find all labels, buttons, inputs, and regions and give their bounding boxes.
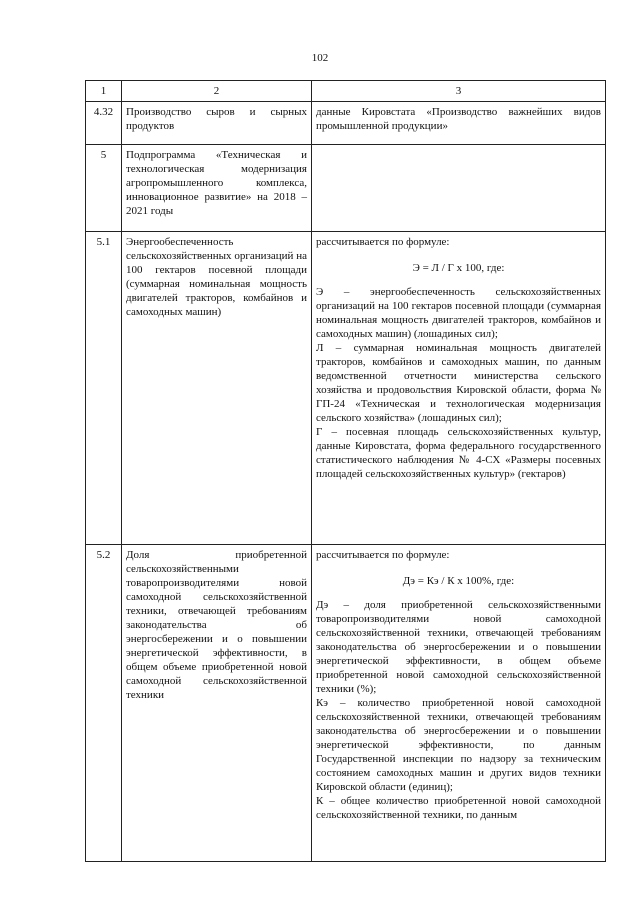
indicator-source [312,145,606,232]
row-number: 5.1 [86,232,122,545]
table-header-row [86,81,606,102]
header-col-2: 2 [122,81,312,102]
indicator-name: Производство сыров и сырных продуктов [122,102,312,145]
definition: Г – посевная площадь сельскохозяйственных культур, данные Кировстата, форма федерального государственного статистического наблюдения № 4-СХ «Размеры посевных площадей сельскохозяйственных культур» (гектаров) [316,426,601,480]
page-number: 102 [311,52,329,64]
method-intro: рассчитывается по формуле: [316,549,450,561]
table-row [86,545,606,862]
table-row [86,102,606,145]
table-row [86,145,606,232]
row-number: 5 [86,145,122,232]
header-col-3: 3 [312,81,606,102]
header-col-1: 1 [86,81,122,102]
formula: Дэ = Кэ / К х 100%, где: [402,575,515,587]
subprogram-name: Подпрограмма «Техническая и технологическая модернизация агропромышленного комплекса, инновационное развитие» на 2018 – 2021 годы [122,145,312,232]
formula: Э = Л / Г х 100, где: [412,262,505,274]
indicator-name: Энергообеспеченность сельскохозяйственных организаций на 100 гектаров посевной площади (суммарная номинальная мощность двигателей тракторов, комбайнов и самоходных машин) [122,232,312,545]
definition: К – общее количество приобретенной новой самоходной сельскохозяйственной техники, по данным [316,795,601,821]
definition: Кэ – количество приобретенной новой самоходной сельскохозяйственной техники, отвечающей требованиям законодательства об энергосбережении и о повышении энергетической эффективности, по данным Государственной инспекции по надзору за техническим состоянием самоходных машин и других видов техники Кировской области (единиц); [316,697,601,793]
method-intro: рассчитывается по формуле: [316,236,450,248]
indicator-source: данные Кировстата «Производство важнейших видов промышленной продукции» [312,102,606,145]
definition: Дэ – доля приобретенной сельскохозяйственными товаропроизводителями новой самоходной сельскохозяйственной техники, отвечающей требованиям законодательства об энергосбережении и о повышении энергетической эффективности, в общем объеме приобретенной новой самоходной сельскохозяйственной техники (%); [316,599,601,695]
table-row [86,232,606,545]
definition: Л – суммарная номинальная мощность двигателей тракторов, комбайнов и самоходных машин, по данным ведомственной отчетности министерства сельского хозяйства и продовольствия Кировской области, форма № ГП-24 «Техническая и технологическая модернизация сельского хозяйства» (лошадиных сил); [316,342,601,424]
row-number: 5.2 [86,545,122,862]
indicator-name: Доля приобретенной сельскохозяйственными товаропроизводителями новой самоходной сельскохозяйственной техники, отвечающей требованиям законодательства об энергосбережении и о повышении энергетической эффективности, в общем объеме приобретенной новой самоходной сельскохозяйственной техники [122,545,312,862]
row-number: 4.32 [86,102,122,145]
definition: Э – энергообеспеченность сельскохозяйственных организаций на 100 гектаров посевной площади (суммарная номинальная мощность двигателей тракторов, комбайнов и самоходных машин) (лошадиных сил); [316,286,601,340]
indicator-method [312,232,606,545]
indicators-table [85,80,606,862]
indicator-method [312,545,606,862]
